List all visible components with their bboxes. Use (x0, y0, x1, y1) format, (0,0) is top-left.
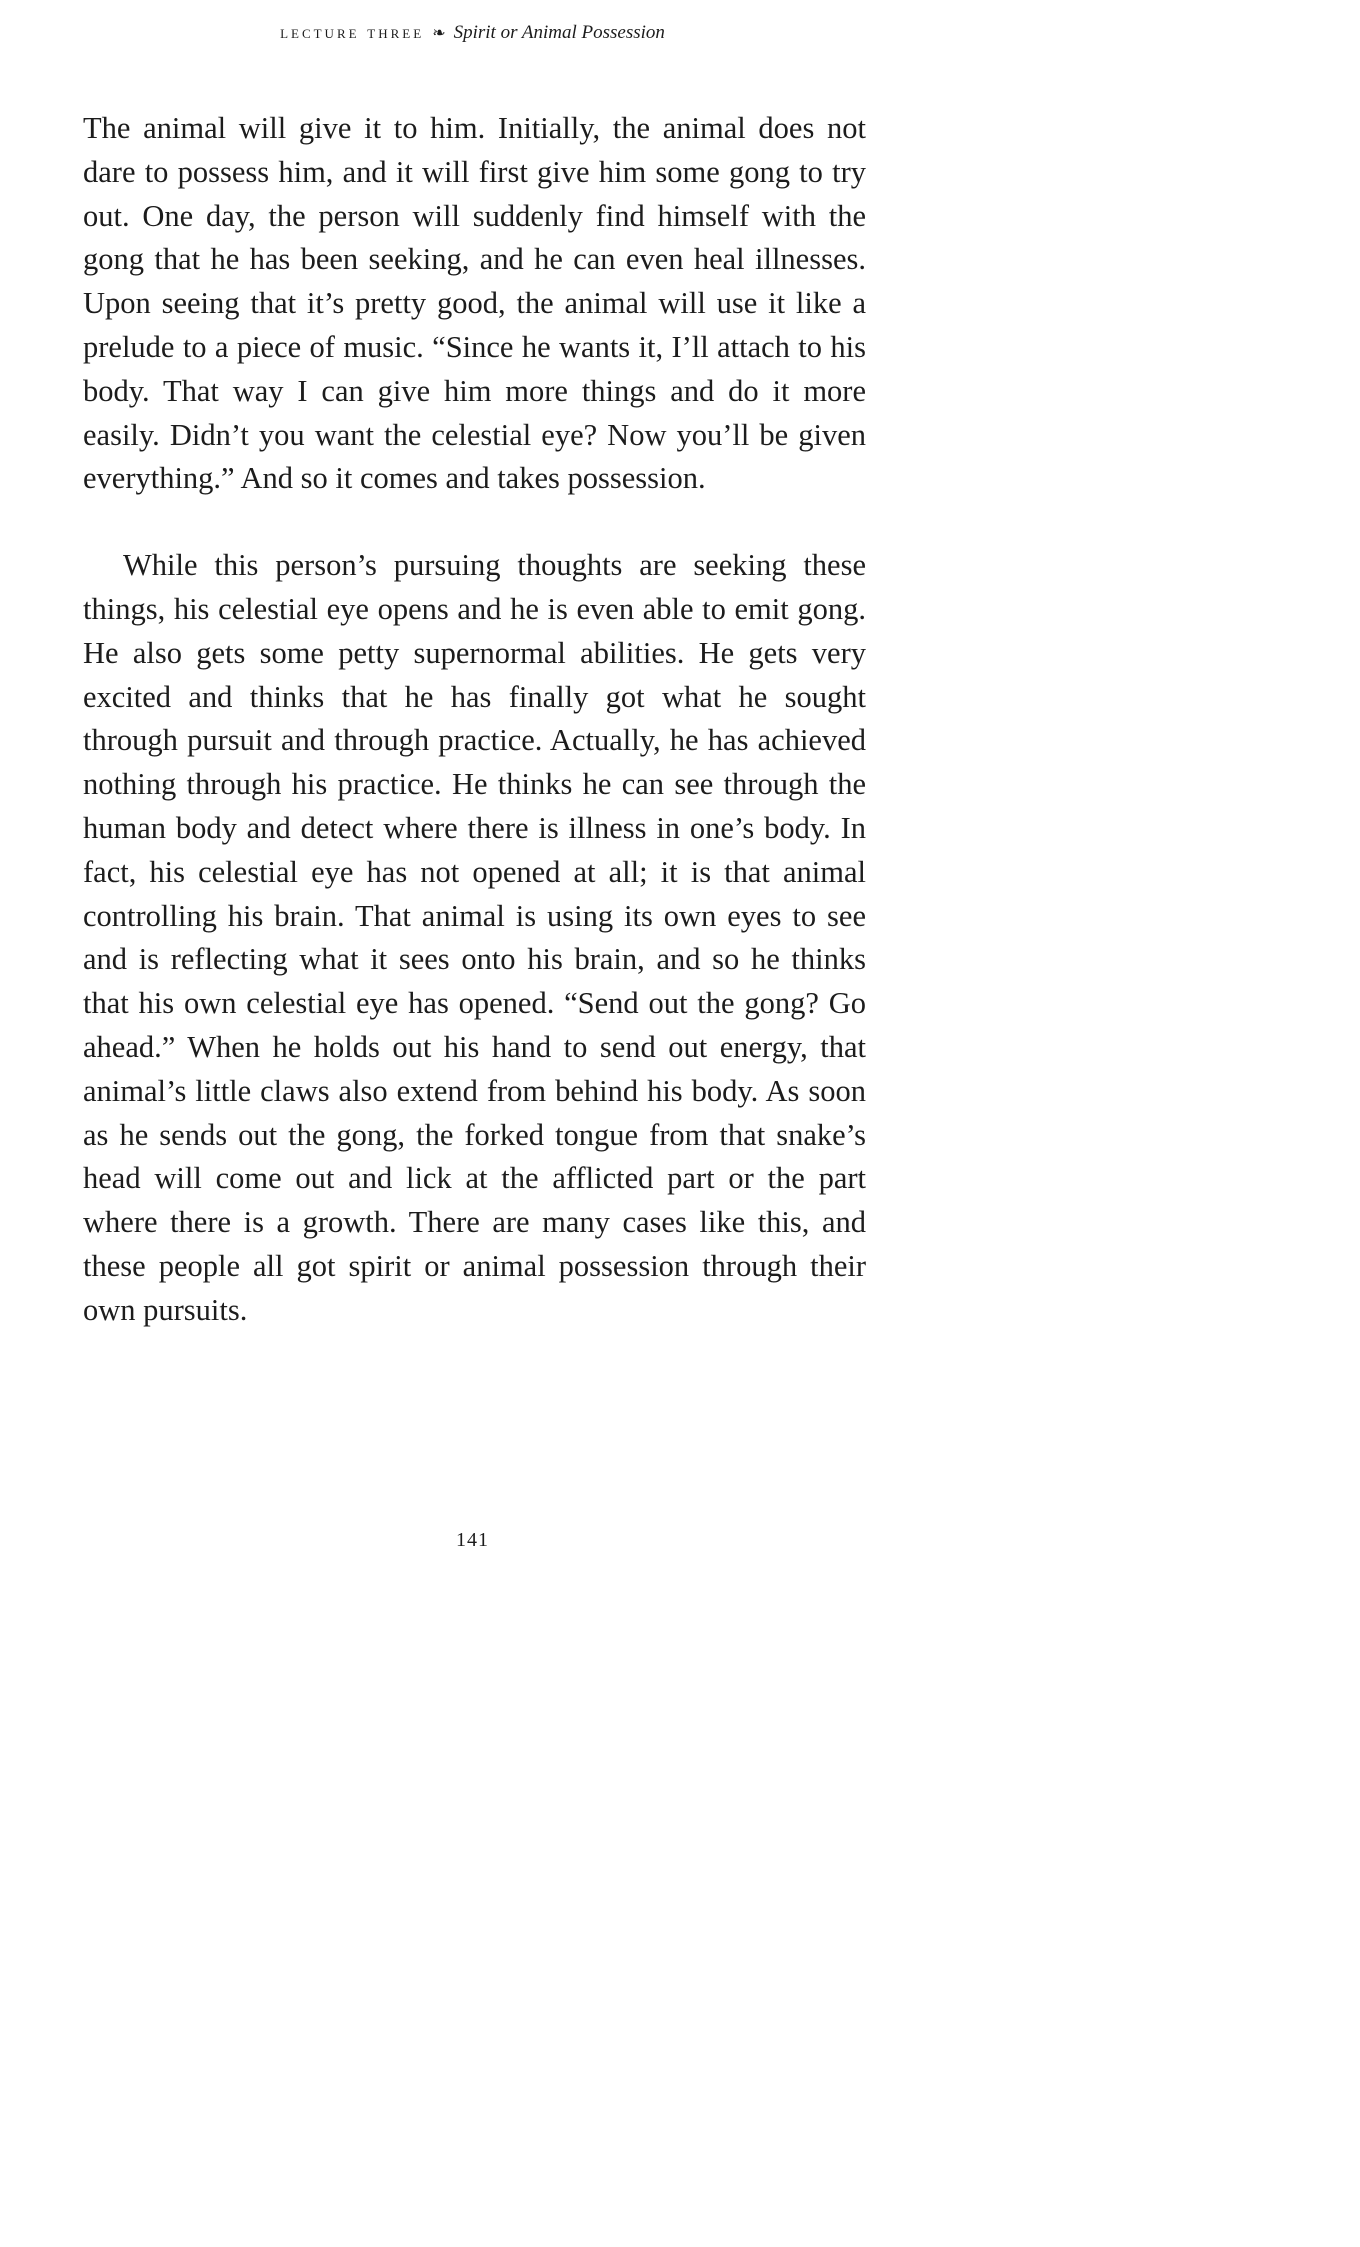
paragraph: While this person’s pursuing thoughts are seeking these things, his celestial eye opens and he is even able to emit gong. He also gets some petty supernormal abilities. He gets very excited and thinks that he has finally got what he sought through pursuit and through practice. Actually, he has achieved nothing through his practice. He thinks he can see through the human body and detect where there is illness in one’s body. In fact, his celestial eye has not opened at all; it is that animal controlling his brain. That animal is using its own eyes to see and is reflecting what it sees onto his brain, and so he thinks that his own celestial eye has opened. “Send out the gong? Go ahead.” When he holds out his hand to send out energy, that animal’s little claws also extend from behind his body. As soon as he sends out the gong, the forked tongue from that snake’s head will come out and lick at the afflicted part or the part where there is a growth. There are many cases like this, and these people all got spirit or animal possession through their own pursuits. (83, 548, 866, 1327)
body-text (83, 107, 866, 1333)
running-head (0, 20, 945, 47)
section-title: Spirit or Animal Possession (453, 22, 665, 43)
chapter-label: lecture three (280, 22, 425, 43)
paragraph: The animal will give it to him. Initially, the animal does not dare to possess him, and it will first give him some gong to try out. One day, the person will suddenly find himself with the gong that he has been seeking, and he can even heal illnesses. Upon seeing that it’s pretty good, the animal will use it like a prelude to a piece of music. “Since he wants it, I’ll attach to his body. That way I can give him more things and do it more easily. Didn’t you want the celestial eye? Now you’ll be given everything.” And so it comes and takes possession. (83, 111, 866, 496)
page-number: 141 (456, 1529, 489, 1551)
fleuron-icon: ❧ (432, 25, 446, 42)
